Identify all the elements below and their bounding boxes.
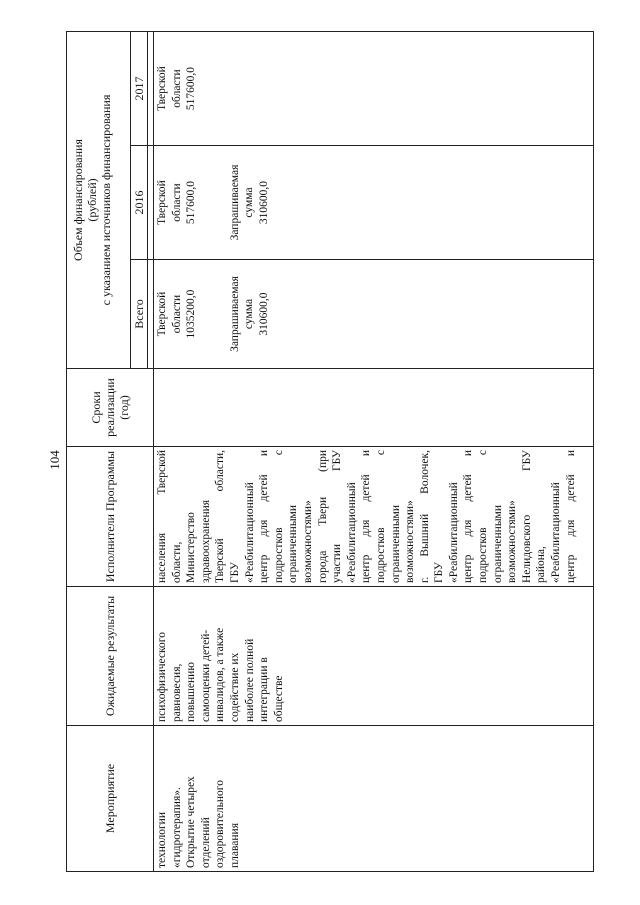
text-line: самооценки детей- <box>199 629 212 722</box>
header-results: Ожидаемые результаты <box>67 587 154 726</box>
text-line: 517600,0 <box>185 180 198 225</box>
text-line: подростков с <box>374 450 387 583</box>
text-line: плавания <box>228 823 241 868</box>
text-line: г. Вышний Волочек, <box>418 450 431 583</box>
text-line: ограниченными <box>287 505 300 583</box>
header-funding-line2: (рублей) <box>85 178 99 222</box>
text-line: ограниченными <box>389 505 402 583</box>
total-regional <box>155 263 199 365</box>
text-line: 1035200,0 <box>185 289 198 339</box>
y2016-requested <box>228 149 272 256</box>
text-line: области, <box>170 541 183 583</box>
text-line: подростков с <box>477 450 490 583</box>
text-line: сумма <box>243 298 256 330</box>
text-line: участии ГБУ <box>331 450 344 583</box>
text-line: инвалидов, а также <box>214 627 227 722</box>
text-line: технологии <box>156 812 168 868</box>
text-line: центр для детей и <box>462 450 475 583</box>
header-funding-line1: Объем финансирования <box>71 139 85 261</box>
text-line: Запрашиваемая <box>228 276 241 352</box>
text-line: равновесия, <box>170 663 183 722</box>
text-line: ГБУ <box>433 562 446 583</box>
text-line: ГБУ <box>228 562 241 583</box>
text-line: «Реабилитационный <box>550 482 563 583</box>
text-line: отделений <box>199 817 212 868</box>
text-line: повышению <box>185 662 198 722</box>
text-line: «Реабилитационный <box>243 482 256 583</box>
cell-results <box>154 587 594 726</box>
text-line: наиболее полной <box>243 638 256 722</box>
text-line: центр для детей и <box>258 450 271 583</box>
text-line: области <box>170 183 183 222</box>
text-line: «Реабилитационный <box>447 482 460 583</box>
text-line: Тверской <box>156 180 168 225</box>
header-total: Всего <box>131 260 148 369</box>
text-line: Запрашиваемая <box>228 164 241 241</box>
text-line: ограниченными <box>491 505 504 583</box>
text-line: города Твери (при <box>316 450 329 583</box>
cell-2016 <box>154 146 594 260</box>
cell-total <box>154 260 594 369</box>
y2017-regional <box>155 35 199 142</box>
text-line: Тверской <box>156 66 168 111</box>
text-line: 310600,0 <box>257 292 270 336</box>
text-line: сумма <box>243 187 256 218</box>
cell-2017 <box>154 32 594 146</box>
text-line: 310600,0 <box>257 180 270 225</box>
text-line: центр для детей и <box>564 450 577 583</box>
header-funding-line3: с указанием источников финансирования <box>99 94 113 306</box>
cell-measure <box>154 726 594 872</box>
text-line: Нелидовского ГБУ <box>520 450 533 583</box>
y2016-regional <box>155 149 199 256</box>
text-line: Тверской <box>156 291 168 337</box>
text-line: «Реабилитационный <box>345 482 358 583</box>
text-line: возможностями» <box>404 500 417 583</box>
header-2017: 2017 <box>131 32 148 146</box>
text-line: психофизического <box>156 632 168 722</box>
text-line: возможностями» <box>301 500 314 583</box>
text-line: области <box>170 294 183 334</box>
text-line: центр для детей и <box>360 450 373 583</box>
text-line: населения Тверской <box>156 450 168 583</box>
text-line: интеграции в <box>258 657 271 722</box>
header-2016: 2016 <box>131 146 148 260</box>
text-line: «гидротерапия». <box>170 787 183 868</box>
header-measure: Мероприятие <box>67 726 154 872</box>
text-line: содействие их <box>228 652 241 722</box>
total-requested <box>228 263 272 365</box>
text-line: Тверской области, <box>214 450 227 583</box>
header-period: Сроки реализации (год) <box>67 369 154 447</box>
cell-executors <box>154 447 594 587</box>
rotated-table-container <box>66 32 640 872</box>
header-executors: Исполнители Программы <box>67 447 154 587</box>
text-line: Министерство <box>185 512 198 583</box>
text-line: области <box>170 69 183 108</box>
text-line: оздоровительного <box>214 780 227 868</box>
text-line: подростков с <box>272 450 285 583</box>
text-line: 517600,0 <box>185 66 198 111</box>
cell-period <box>154 369 594 447</box>
header-funding <box>67 32 131 369</box>
text-line: Открытие четырех <box>185 776 198 868</box>
page-number: 104 <box>46 450 62 470</box>
text-line: здравоохранения <box>199 499 212 583</box>
funding-table <box>66 31 594 872</box>
text-line: района, <box>535 546 548 583</box>
text-line: обществе <box>272 675 285 722</box>
text-line: возможностями» <box>506 500 519 583</box>
